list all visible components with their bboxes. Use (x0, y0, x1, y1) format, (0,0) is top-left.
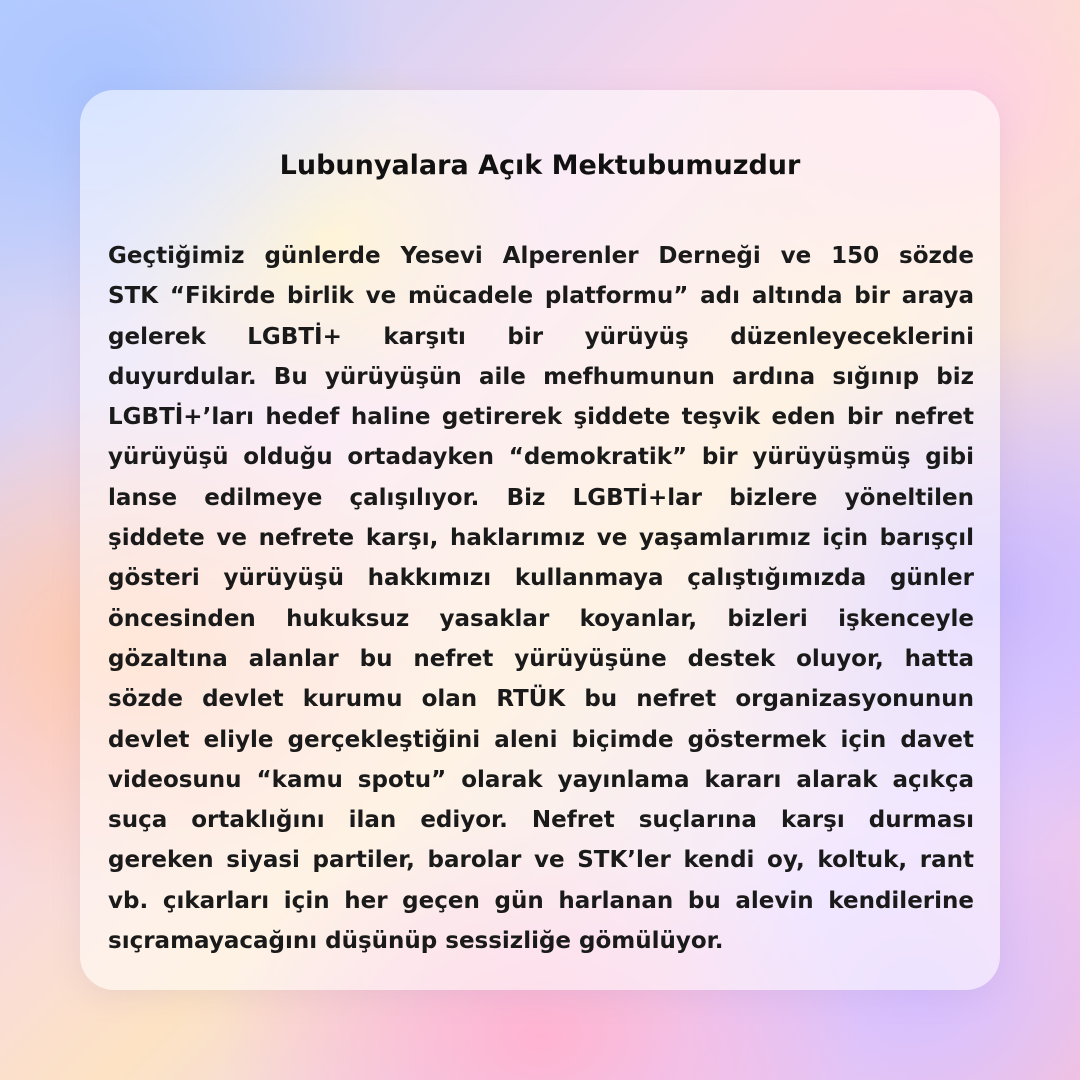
letter-line: Geçtiğimiz günlerde Yesevi Alperenler Derneği ve 150 sözde (108, 243, 974, 269)
letter-line: sıçramayacağını düşünüp sessizliğe gömülüyor. (108, 928, 724, 955)
letter-line: gözaltına alanlar bu nefret yürüyüşüne destek oluyor, hatta (108, 645, 974, 672)
letter-line: sözde devlet kurumu olan RTÜK bu nefret organizasyonunun (108, 686, 974, 713)
letter-line: gereken siyasi partiler, barolar ve STK’ler kendi oy, koltuk, rant (108, 847, 974, 874)
letter-line: STK “Fikirde birlik ve mücadele platformu” adı altında bir araya (108, 283, 974, 310)
letter-line: yürüyüşü olduğu ortadayken “demokratik” bir yürüyüşmüş gibi (108, 444, 974, 471)
letter-line: suça ortaklığını ilan ediyor. Nefret suçlarına karşı durması (108, 807, 974, 834)
letter-line: videosunu “kamu spotu” olarak yayınlama kararı alarak açıkça (108, 766, 974, 793)
letter-line: vb. çıkarları için her geçen gün harlanan bu alevin kendilerine (108, 887, 974, 914)
letter-line: gelerek LGBTİ+ karşıtı bir yürüyüş düzenleyeceklerini (108, 323, 974, 350)
letter-title: Lubunyalara Açık Mektubumuzdur (279, 150, 801, 181)
letter-line: lanse edilmeye çalışılıyor. Biz LGBTİ+lar bizlere yöneltilen (108, 484, 974, 511)
letter-line: LGBTİ+’ları hedef haline getirerek şiddete teşvik eden bir nefret (108, 404, 974, 431)
letter-line: şiddete ve nefrete karşı, haklarımız ve yaşamlarımız için barışçıl (108, 525, 974, 552)
letter-line: duyurdular. Bu yürüyüşün aile mefhumunun ardına sığınıp biz (108, 363, 974, 390)
letter-line: gösteri yürüyüşü hakkımızı kullanmaya çalıştığımızda günler (108, 565, 974, 592)
letter-line: devlet eliyle gerçekleştiğini aleni biçimde göstermek için davet (108, 726, 974, 753)
letter-line: öncesinden hukuksuz yasaklar koyanlar, bizleri işkenceyle (108, 605, 974, 632)
letter-body (108, 236, 974, 961)
